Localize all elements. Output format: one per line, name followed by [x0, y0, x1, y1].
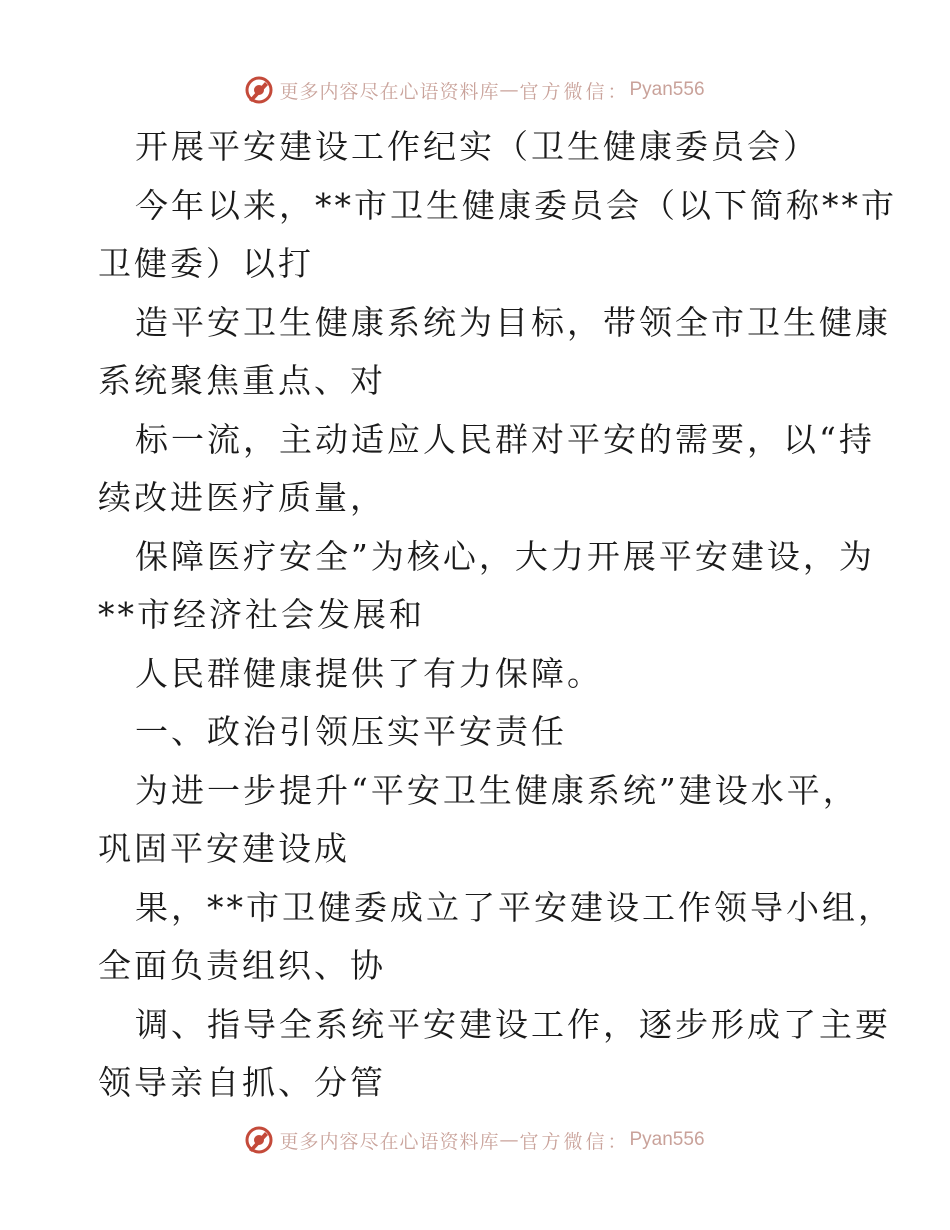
banner-wechat-label: 官方微信：: [519, 1130, 630, 1153]
quill-logo-icon: [245, 1126, 273, 1154]
text-line: 续改进医疗质量，: [98, 478, 386, 517]
banner-wechat-id: Pyan556: [629, 79, 705, 100]
text-line: 全面负责组织、协: [98, 946, 386, 985]
banner-main-text: 更多内容尽在心语资料库: [279, 1130, 500, 1153]
text-line: 今年以来，**市卫生健康委员会（以下简称**市: [135, 185, 897, 225]
footer-watermark-banner: [0, 1120, 950, 1160]
text-line: 巩固平安建设成: [98, 829, 350, 868]
text-line: 人民群健康提供了有力保障。: [135, 653, 603, 693]
document-title: 开展平安建设工作纪实（卫生健康委员会）: [135, 127, 819, 166]
document-body: [98, 118, 897, 1113]
text-line: 果，**市卫健委成立了平安建设工作领导小组，: [135, 887, 894, 927]
banner-dash: —: [499, 1129, 520, 1151]
text-line: 卫健委）以打: [98, 244, 314, 283]
text-line: 为进一步提升“平安卫生健康系统”建设水平，: [135, 770, 859, 810]
text-line: 标一流，主动适应人民群对平安的需要，以“持: [135, 419, 875, 459]
quill-logo-icon: [245, 76, 273, 104]
text-line: 系统聚焦重点、对: [98, 361, 386, 400]
text-line: **市经济社会发展和: [98, 595, 425, 634]
banner-main-text: 更多内容尽在心语资料库: [279, 80, 500, 103]
banner-wechat-label: 官方微信：: [519, 80, 630, 103]
text-line: 调、指导全系统平安建设工作，逐步形成了主要: [135, 1004, 891, 1044]
section-heading: 一、政治引领压实平安责任: [135, 712, 567, 751]
header-watermark-banner: [0, 70, 950, 110]
banner-dash: —: [499, 79, 520, 101]
banner-wechat-id: Pyan556: [629, 1129, 705, 1150]
text-line: 领导亲自抓、分管: [98, 1063, 386, 1102]
text-line: 保障医疗安全”为核心，大力开展平安建设，为: [135, 536, 875, 576]
text-line: 造平安卫生健康系统为目标，带领全市卫生健康: [135, 302, 891, 342]
